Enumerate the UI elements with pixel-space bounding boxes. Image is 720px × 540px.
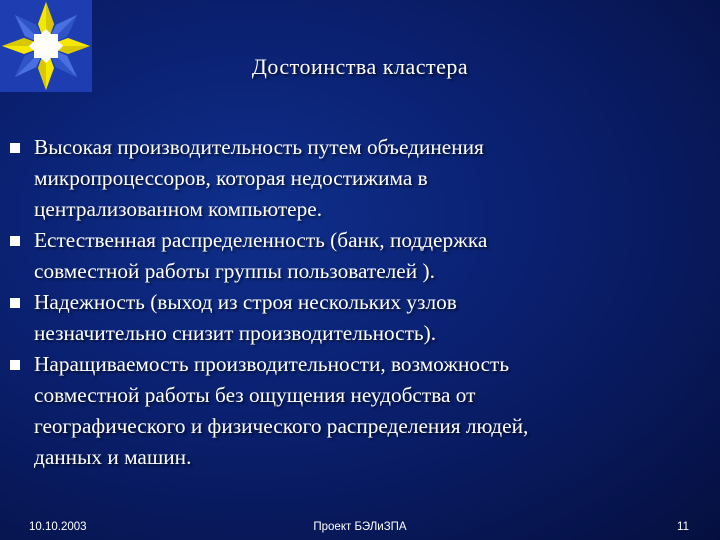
bullet-line: незначительно снизит производительность). (34, 321, 437, 345)
bullet-line: Естественная распределенность (банк, поддержка (34, 228, 488, 252)
square-bullet-icon (10, 298, 20, 308)
bullet-item (0, 132, 700, 225)
bullet-line: Надежность (выход из строя нескольких узлов (34, 290, 457, 314)
square-bullet-icon (10, 360, 20, 370)
square-bullet-icon (10, 236, 20, 246)
bullet-list (0, 132, 700, 473)
slide-title: Достоинства кластера (251, 54, 469, 79)
bullet-line: данных и машин. (34, 445, 192, 469)
bullet-line: Высокая производительность путем объединения (34, 135, 484, 159)
bullet-line: географического и физического распределения людей, (34, 414, 529, 438)
square-bullet-icon (10, 143, 20, 153)
bullet-item (0, 225, 700, 287)
footer-page-number: 11 (677, 521, 689, 533)
bullet-item (0, 287, 700, 349)
bullet-line: совместной работы без ощущения неудобства от (34, 383, 476, 407)
footer-project: Проект БЭЛиЗПА (313, 521, 407, 533)
bullet-line: Наращиваемость производительности, возможность (34, 352, 510, 376)
footer-date: 10.10.2003 (29, 521, 87, 533)
bullet-item (0, 349, 700, 473)
bullet-line: совместной работы группы пользователей ). (34, 259, 435, 283)
bullet-line: микропроцессоров, которая недостижима в (34, 166, 428, 190)
bullet-line: централизованном компьютере. (34, 197, 323, 221)
